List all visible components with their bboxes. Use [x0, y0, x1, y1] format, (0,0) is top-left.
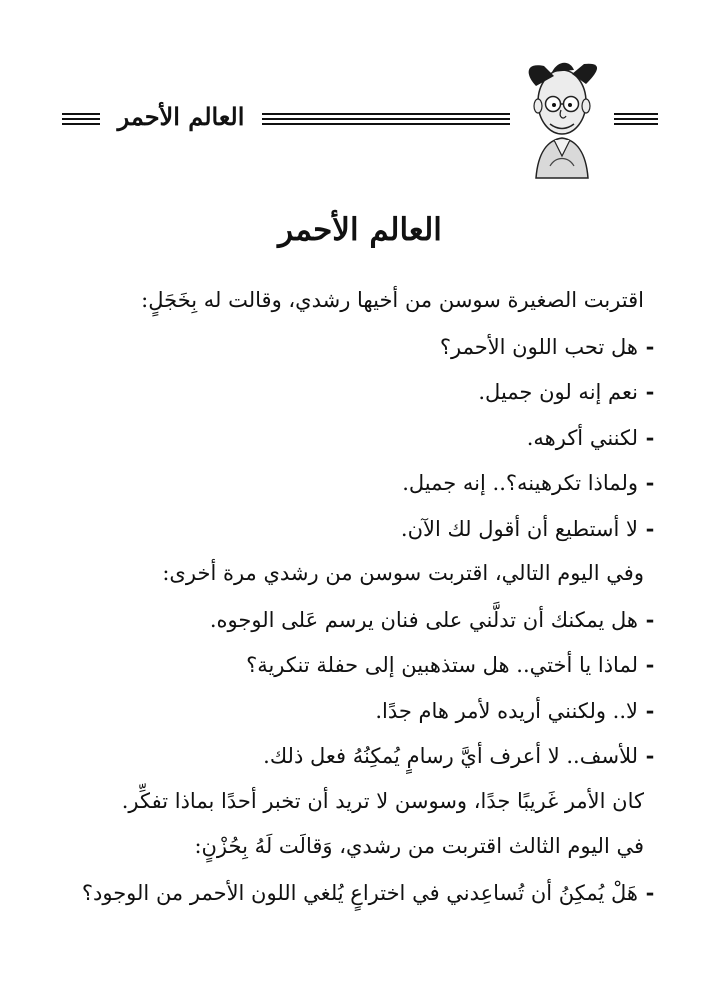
dialogue-line: [52, 415, 662, 461]
dialogue-dash: -: [645, 743, 655, 768]
dialogue-line: [52, 733, 662, 779]
dialogue-line: [52, 870, 662, 916]
line-text: لا أستطيع أن أقول لك الآن.: [400, 516, 638, 541]
dialogue-dash: -: [645, 470, 655, 495]
dialogue-dash: -: [645, 652, 655, 677]
dialogue-line: [52, 506, 662, 552]
story-text: [52, 278, 662, 915]
line-text: لكنني أكرهه.: [526, 425, 638, 450]
header-rule-right: [614, 113, 658, 125]
line-text: لماذا يا أختي.. هل ستذهبين إلى حفلة تنكرية؟: [246, 653, 638, 677]
dialogue-dash: -: [645, 515, 655, 541]
dialogue-line: [52, 324, 662, 370]
dialogue-dash: -: [645, 879, 655, 905]
narration-line: [52, 779, 662, 825]
line-text: كان الأمر غَريبًا جدًا، وسوسن لا تريد أن تخبر أحدًا بماذا تفكِّر.: [121, 788, 644, 813]
line-text: هَلْ يُمكِنُ أن تُساعِدني في اختراعٍ يُلغي اللون الأحمر من الوجود؟: [81, 880, 638, 905]
dialogue-dash: -: [645, 379, 655, 404]
line-text: في اليوم الثالث اقتربت من رشدي، وَقالَت لَهُ بِحُزْنٍ:: [194, 834, 644, 858]
line-text: وفي اليوم التالي، اقتربت سوسن من رشدي مرة أخرى:: [162, 561, 644, 585]
narration-line: [52, 278, 662, 324]
line-text: هل تحب اللون الأحمر؟: [439, 334, 638, 359]
dialogue-line: [52, 597, 662, 643]
dialogue-line: [52, 460, 662, 506]
line-text: للأسف.. لا أعرف أيَّ رسامٍ يُمكِنُهُ فعل ذلك.: [263, 744, 638, 768]
header-rule-left: [62, 113, 100, 125]
line-text: ولماذا تكرهينه؟.. إنه جميل.: [402, 471, 638, 495]
narration-line: [52, 551, 662, 597]
dialogue-dash: -: [645, 424, 655, 450]
page-header: [0, 0, 720, 190]
line-text: لا.. ولكنني أريده لأمر هام جدًا.: [375, 698, 638, 723]
dialogue-line: [52, 688, 662, 734]
header-rule-middle: [262, 113, 510, 125]
narration-line: [52, 824, 662, 870]
header-title: العالم الأحمر: [117, 102, 245, 131]
page-title: العالم الأحمر: [278, 212, 442, 248]
dialogue-line: [52, 642, 662, 688]
line-text: نعم إنه لون جميل.: [478, 380, 638, 404]
dialogue-line: [52, 369, 662, 415]
cartoon-mascot-illustration: [514, 56, 610, 180]
dialogue-dash: -: [645, 697, 655, 723]
dialogue-dash: -: [645, 333, 655, 359]
line-text: اقتربت الصغيرة سوسن من أخيها رشدي، وقالت له بِخَجَلٍ:: [141, 288, 644, 312]
line-text: هل يمكنك أن تدلَّني على فنان يرسم عَلى الوجوه.: [209, 607, 638, 632]
dialogue-dash: -: [645, 606, 655, 632]
